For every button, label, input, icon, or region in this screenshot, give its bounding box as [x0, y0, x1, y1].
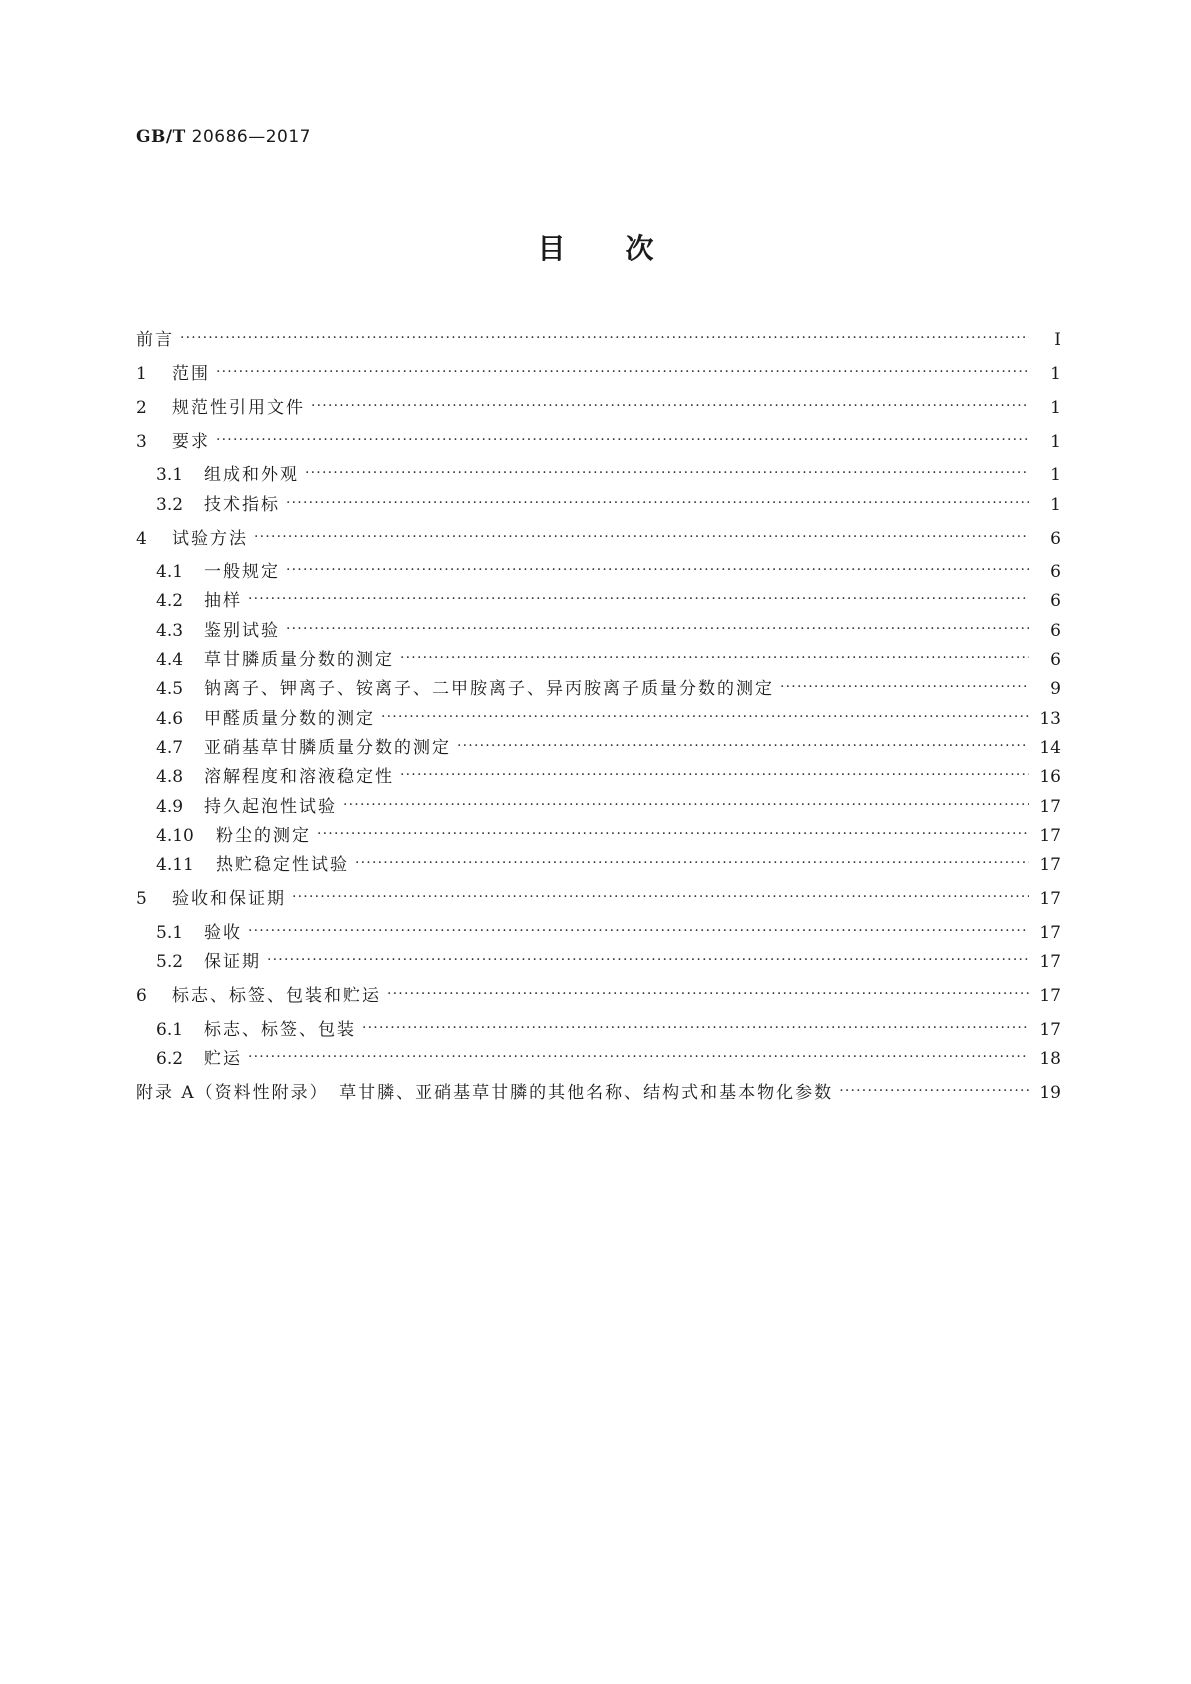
- toc-entry-4-11[interactable]: [136, 849, 1061, 875]
- toc-entry-4-7[interactable]: [136, 732, 1061, 758]
- toc-entry-1[interactable]: [136, 358, 1061, 384]
- toc-entry-label: 草甘膦质量分数的测定: [204, 650, 394, 670]
- toc-leader-dots: [311, 395, 1029, 415]
- toc-entry-number: 5.2: [156, 952, 184, 972]
- toc-entry-number: 4.10: [156, 826, 194, 846]
- toc-entry-page: 18: [1039, 1049, 1061, 1069]
- toc-entry-label: 附录 A（资料性附录） 草甘膦、亚硝基草甘膦的其他名称、结构式和基本物化参数: [136, 1083, 834, 1103]
- toc-leader-dots: [286, 559, 1029, 579]
- toc-leader-dots: [780, 676, 1029, 696]
- toc-leader-dots: [400, 647, 1029, 667]
- toc-entry-3-1[interactable]: [136, 459, 1061, 485]
- toc-entry-number: 4.5: [156, 679, 184, 699]
- document-code: [136, 127, 311, 147]
- toc-entry-label: 甲醛质量分数的测定: [204, 709, 375, 729]
- toc-leader-dots: [305, 462, 1029, 482]
- toc-entry-label: 持久起泡性试验: [204, 797, 337, 817]
- toc-entry-page: 6: [1050, 562, 1061, 582]
- toc-leader-dots: [254, 526, 1029, 546]
- toc-leader-dots: [292, 886, 1029, 906]
- toc-entry-label: 标志、标签、包装和贮运: [172, 986, 381, 1006]
- toc-entry-page: 1: [1050, 398, 1061, 418]
- toc-entry-3[interactable]: [136, 426, 1061, 452]
- toc-entry-number: 3: [136, 432, 147, 452]
- toc-leader-dots: [248, 588, 1029, 608]
- toc-leader-dots: [381, 706, 1029, 726]
- toc-entry-label: 保证期: [204, 952, 261, 972]
- toc-entry-number: 4.1: [156, 562, 184, 582]
- toc-leader-dots: [387, 983, 1029, 1003]
- toc-entry-4-9[interactable]: [136, 791, 1061, 817]
- toc-leader-dots: [248, 920, 1029, 940]
- toc-entry-label: 技术指标: [204, 495, 280, 515]
- toc-entry-number: 4.3: [156, 621, 184, 641]
- toc-leader-dots: [362, 1017, 1029, 1037]
- toc-entry-number: 3.2: [156, 495, 184, 515]
- toc-entry-page: 6: [1050, 621, 1061, 641]
- toc-entry-6-1[interactable]: [136, 1014, 1061, 1040]
- toc-entry-number: 1: [136, 364, 147, 384]
- toc-entry-number: 4.4: [156, 650, 184, 670]
- toc-entry-page: 17: [1039, 952, 1061, 972]
- toc-entry-page: 9: [1050, 679, 1061, 699]
- toc-entry-number: 5: [136, 889, 147, 909]
- toc-entry-2[interactable]: [136, 392, 1061, 418]
- toc-entry-label: 试验方法: [172, 529, 248, 549]
- toc-entry-label: 钠离子、钾离子、铵离子、二甲胺离子、异丙胺离子质量分数的测定: [204, 679, 774, 699]
- toc-entry-label: 热贮稳定性试验: [216, 855, 349, 875]
- toc-entry-page: 1: [1050, 465, 1061, 485]
- toc-entry-number: 3.1: [156, 465, 184, 485]
- toc-leader-dots: [286, 492, 1029, 512]
- toc-entry-label: 要求: [172, 432, 210, 452]
- toc-entry-number: 6.2: [156, 1049, 184, 1069]
- toc-leader-dots: [839, 1080, 1029, 1100]
- toc-entry-label: 贮运: [204, 1049, 242, 1069]
- toc-entry-label: 一般规定: [204, 562, 280, 582]
- toc-entry-page: 17: [1039, 826, 1061, 846]
- toc-entry-page: 1: [1050, 364, 1061, 384]
- toc-entry-label: 验收: [204, 923, 242, 943]
- toc-entry-4[interactable]: [136, 523, 1061, 549]
- toc-entry-label: 亚硝基草甘膦质量分数的测定: [204, 738, 451, 758]
- toc-entry-page: 1: [1050, 432, 1061, 452]
- toc-entry-label: 抽样: [204, 591, 242, 611]
- toc-leader-dots: [400, 764, 1029, 784]
- toc-entry-number: 4.8: [156, 767, 184, 787]
- toc-entry-number: 5.1: [156, 923, 184, 943]
- toc-entry-label: 范围: [172, 364, 210, 384]
- toc-entry-number: 4.9: [156, 797, 184, 817]
- toc-entry-page: 13: [1039, 709, 1061, 729]
- page-title: 目次: [537, 232, 714, 265]
- toc-leader-dots: [216, 429, 1029, 449]
- toc-entry-page: Ⅰ: [1054, 330, 1061, 350]
- toc-entry-page: 17: [1039, 797, 1061, 817]
- toc-entry-page: 17: [1039, 986, 1061, 1006]
- toc-leader-dots: [286, 618, 1029, 638]
- toc-entry-page: 16: [1039, 767, 1061, 787]
- toc-entry-label: 验收和保证期: [172, 889, 286, 909]
- toc-entry-annex-a[interactable]: [136, 1077, 1061, 1103]
- toc-leader-dots: [317, 823, 1029, 843]
- toc-entry-page: 19: [1039, 1083, 1061, 1103]
- toc-entry-6-2[interactable]: [136, 1043, 1061, 1069]
- toc-entry-label: 组成和外观: [204, 465, 299, 485]
- toc-entry-page: 17: [1039, 923, 1061, 943]
- toc-entry-label: 规范性引用文件: [172, 398, 305, 418]
- toc-entry-number: 4: [136, 529, 147, 549]
- toc-leader-dots: [355, 852, 1029, 872]
- toc-entry-label: 前言: [136, 330, 174, 350]
- standard-number: 20686—2017: [191, 127, 311, 147]
- toc-entry-4-4[interactable]: [136, 644, 1061, 670]
- toc-entry-page: 17: [1039, 1020, 1061, 1040]
- toc-entry-4-5[interactable]: [136, 673, 1061, 699]
- toc-entry-number: 4.2: [156, 591, 184, 611]
- toc-entry-page: 14: [1039, 738, 1061, 758]
- toc-entry-page: 6: [1050, 650, 1061, 670]
- toc-entry-number: 6.1: [156, 1020, 184, 1040]
- toc-entry-page: 6: [1050, 529, 1061, 549]
- toc-entry-page: 6: [1050, 591, 1061, 611]
- toc-leader-dots: [180, 327, 1029, 347]
- toc-entry-number: 2: [136, 398, 147, 418]
- toc-leader-dots: [457, 735, 1029, 755]
- toc-entry-page: 17: [1039, 889, 1061, 909]
- toc-entry-number: 4.11: [156, 855, 194, 875]
- toc-leader-dots: [267, 949, 1029, 969]
- toc-entry-number: 4.7: [156, 738, 184, 758]
- toc-entry-4-2[interactable]: [136, 585, 1061, 611]
- toc-entry-foreword[interactable]: [136, 324, 1061, 350]
- toc-leader-dots: [216, 361, 1029, 381]
- toc-entry-4-6[interactable]: [136, 703, 1061, 729]
- toc-entry-3-2[interactable]: [136, 489, 1061, 515]
- toc-entry-label: 鉴别试验: [204, 621, 280, 641]
- toc-entry-label: 溶解程度和溶液稳定性: [204, 767, 394, 787]
- toc-entry-page: 17: [1039, 855, 1061, 875]
- toc-entry-6[interactable]: [136, 980, 1061, 1006]
- toc-entry-4-10[interactable]: [136, 820, 1061, 846]
- toc-entry-5-2[interactable]: [136, 946, 1061, 972]
- toc-entry-label: 标志、标签、包装: [204, 1020, 356, 1040]
- toc-entry-4-8[interactable]: [136, 761, 1061, 787]
- toc-entry-number: 6: [136, 986, 147, 1006]
- toc-entry-page: 1: [1050, 495, 1061, 515]
- toc-entry-label: 粉尘的测定: [216, 826, 311, 846]
- toc-leader-dots: [248, 1046, 1029, 1066]
- toc-entry-4-1[interactable]: [136, 556, 1061, 582]
- toc-entry-number: 4.6: [156, 709, 184, 729]
- toc-entry-4-3[interactable]: [136, 615, 1061, 641]
- toc-entry-5-1[interactable]: [136, 917, 1061, 943]
- toc-entry-5[interactable]: [136, 883, 1061, 909]
- standard-prefix: GB/T: [136, 127, 186, 147]
- toc-leader-dots: [343, 794, 1029, 814]
